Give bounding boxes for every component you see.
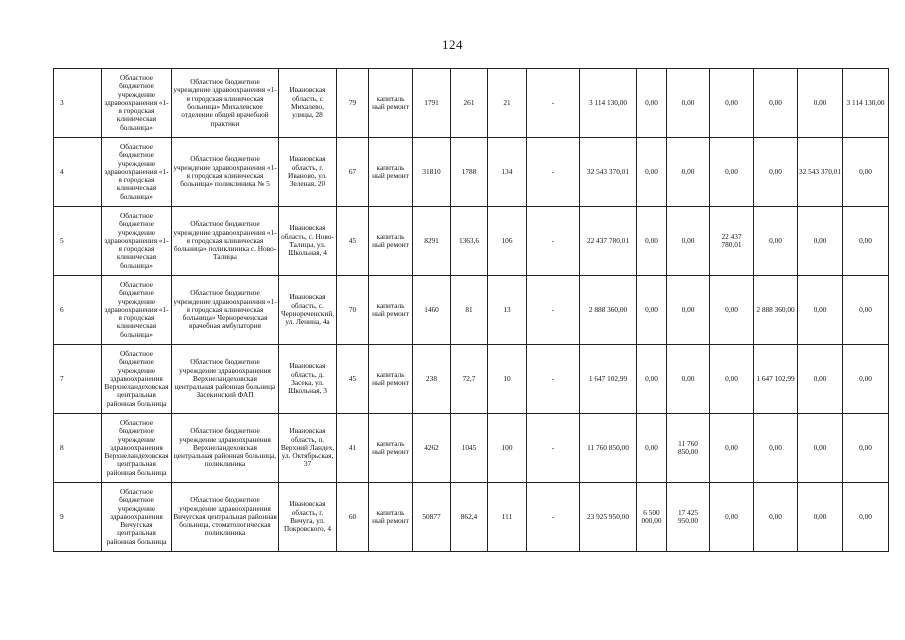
- facility-address: Ивановская область, п. Верхний Ландех, ул. Октябрьская, 37: [279, 414, 337, 483]
- year-amount-1: 6 500 000,00: [637, 483, 667, 552]
- count-value: 134: [488, 138, 527, 207]
- year-amount-3: 0,00: [710, 414, 754, 483]
- facility-name: Областное бюджетное учреждение здравоохранения Верхнеландеховская центральная районная больница Засекинский ФАП: [172, 345, 279, 414]
- row-number: 9: [54, 483, 102, 552]
- cost-per-unit: 1788: [451, 138, 488, 207]
- count-value: 100: [488, 414, 527, 483]
- total-cost: 23 925 950,00: [580, 483, 637, 552]
- row-number: 3: [54, 69, 102, 138]
- year-amount-1: 0,00: [637, 276, 667, 345]
- total-cost: 1 647 102,99: [580, 345, 637, 414]
- facility-name: Областное бюджетное учреждение здравоохранения «1-я городская клиническая больница» поликлиника № 5: [172, 138, 279, 207]
- facility-name: Областное бюджетное учреждение здравоохранения Вичугская центральная районная больница, стоматологическая поликлиника: [172, 483, 279, 552]
- row-number: 8: [54, 414, 102, 483]
- total-cost: 2 888 360,00: [580, 276, 637, 345]
- row-number: 7: [54, 345, 102, 414]
- total-cost: 32 543 370,01: [580, 138, 637, 207]
- facility-address: Ивановская область, с. Ново-Талицы, ул. Школьная, 4: [279, 207, 337, 276]
- year-amount-1: 0,00: [637, 69, 667, 138]
- wear-percent: 45: [337, 207, 369, 276]
- wear-percent: 60: [337, 483, 369, 552]
- facility-address: Ивановская область, с Михалево, улицы, 28: [279, 69, 337, 138]
- year-amount-4: 0,00: [754, 414, 798, 483]
- empty-dash: -: [527, 414, 580, 483]
- year-amount-1: 0,00: [637, 138, 667, 207]
- count-value: 106: [488, 207, 527, 276]
- count-value: 13: [488, 276, 527, 345]
- wear-percent: 45: [337, 345, 369, 414]
- year-amount-4: 1 647 102,99: [754, 345, 798, 414]
- total-cost: 22 437 780,01: [580, 207, 637, 276]
- year-amount-3: 0,00: [710, 138, 754, 207]
- wear-percent: 79: [337, 69, 369, 138]
- year-amount-2: 0,00: [667, 69, 710, 138]
- facility-name: Областное бюджетное учреждение здравоохранения «1-я городская клиническая больница» Чернореченская врачебная амбулатория: [172, 276, 279, 345]
- year-amount-5: 32 543 370,01: [798, 138, 843, 207]
- year-amount-6: 0,00: [843, 345, 889, 414]
- count-value: 111: [488, 483, 527, 552]
- year-amount-2: 0,00: [667, 138, 710, 207]
- area-value: 238: [413, 345, 451, 414]
- institution-name: Областное бюджетное учреждение здравоохранения Вичугская центральная районная больница: [102, 483, 172, 552]
- year-amount-6: 3 114 130,00: [843, 69, 889, 138]
- year-amount-3: 0,00: [710, 345, 754, 414]
- cost-per-unit: 72,7: [451, 345, 488, 414]
- table-row: [54, 207, 889, 276]
- total-cost: 11 760 850,00: [580, 414, 637, 483]
- table-body: [54, 69, 889, 552]
- year-amount-4: 2 888 360,00: [754, 276, 798, 345]
- empty-dash: -: [527, 276, 580, 345]
- area-value: 31810: [413, 138, 451, 207]
- year-amount-2: 11 760 850,00: [667, 414, 710, 483]
- page-number: 124: [442, 37, 463, 52]
- year-amount-4: 0,00: [754, 483, 798, 552]
- cost-per-unit: 261: [451, 69, 488, 138]
- year-amount-6: 0,00: [843, 414, 889, 483]
- institution-name: Областное бюджетное учреждение здравоохранения Верхнеландеховская центральная районная больница: [102, 345, 172, 414]
- year-amount-4: 0,00: [754, 207, 798, 276]
- year-amount-2: 17 425 950,00: [667, 483, 710, 552]
- facility-address: Ивановская область, с. Чернореченский, ул. Ленина, 4а: [279, 276, 337, 345]
- year-amount-6: 0,00: [843, 138, 889, 207]
- cost-per-unit: 81: [451, 276, 488, 345]
- year-amount-2: 0,00: [667, 276, 710, 345]
- cost-per-unit: 862,4: [451, 483, 488, 552]
- row-number: 6: [54, 276, 102, 345]
- cost-per-unit: 1045: [451, 414, 488, 483]
- year-amount-4: 0,00: [754, 69, 798, 138]
- area-value: 4262: [413, 414, 451, 483]
- facility-name: Областное бюджетное учреждение здравоохранения «1-я городская клиническая больница» поликлиника с. Ново-Талицы: [172, 207, 279, 276]
- cost-per-unit: 1363,6: [451, 207, 488, 276]
- work-type: капиталь ный ремонт: [369, 207, 413, 276]
- table-row: [54, 138, 889, 207]
- year-amount-3: 0,00: [710, 276, 754, 345]
- year-amount-6: 0,00: [843, 276, 889, 345]
- year-amount-5: 0,00: [798, 483, 843, 552]
- work-type: капиталь ный ремонт: [369, 483, 413, 552]
- table-row: [54, 345, 889, 414]
- year-amount-6: 0,00: [843, 483, 889, 552]
- empty-dash: -: [527, 69, 580, 138]
- area-value: 1460: [413, 276, 451, 345]
- facility-name: Областное бюджетное учреждение здравоохранения «1-я городская клиническая больница» Михалевское отделение общей врачебной практики: [172, 69, 279, 138]
- area-value: 8291: [413, 207, 451, 276]
- table-row: [54, 483, 889, 552]
- year-amount-5: 0,00: [798, 345, 843, 414]
- count-value: 21: [488, 69, 527, 138]
- wear-percent: 67: [337, 138, 369, 207]
- empty-dash: -: [527, 207, 580, 276]
- year-amount-3: 0,00: [710, 483, 754, 552]
- work-type: капиталь ный ремонт: [369, 138, 413, 207]
- year-amount-4: 0,00: [754, 138, 798, 207]
- area-value: 1791: [413, 69, 451, 138]
- institution-name: Областное бюджетное учреждение здравоохранения «1-я городская клиническая больница»: [102, 138, 172, 207]
- repair-plan-table: [53, 68, 889, 552]
- year-amount-5: 0,00: [798, 69, 843, 138]
- facility-name: Областное бюджетное учреждение здравоохранения Верхнеландеховская центральная районная больница, поликлиника: [172, 414, 279, 483]
- count-value: 10: [488, 345, 527, 414]
- year-amount-3: 22 437 780,01: [710, 207, 754, 276]
- year-amount-5: 0,00: [798, 207, 843, 276]
- year-amount-3: 0,00: [710, 69, 754, 138]
- work-type: капиталь ный ремонт: [369, 276, 413, 345]
- table-row: [54, 69, 889, 138]
- institution-name: Областное бюджетное учреждение здравоохранения «1-я городская клиническая больница»: [102, 69, 172, 138]
- table-row: [54, 414, 889, 483]
- year-amount-1: 0,00: [637, 207, 667, 276]
- work-type: капиталь ный ремонт: [369, 345, 413, 414]
- facility-address: Ивановская область, г. Вичуга, ул. Покровского, 4: [279, 483, 337, 552]
- institution-name: Областное бюджетное учреждение здравоохранения Верхнеландеховская центральная районная больница: [102, 414, 172, 483]
- total-cost: 3 114 130,00: [580, 69, 637, 138]
- row-number: 4: [54, 138, 102, 207]
- empty-dash: -: [527, 345, 580, 414]
- year-amount-2: 0,00: [667, 345, 710, 414]
- year-amount-6: 0,00: [843, 207, 889, 276]
- row-number: 5: [54, 207, 102, 276]
- empty-dash: -: [527, 138, 580, 207]
- work-type: капиталь ный ремонт: [369, 414, 413, 483]
- area-value: 50877: [413, 483, 451, 552]
- wear-percent: 41: [337, 414, 369, 483]
- year-amount-2: 0,00: [667, 207, 710, 276]
- year-amount-5: 0,00: [798, 414, 843, 483]
- table-row: [54, 276, 889, 345]
- institution-name: Областное бюджетное учреждение здравоохранения «1-я городская клиническая больница»: [102, 207, 172, 276]
- facility-address: Ивановская область, д. Засека, ул. Школьная, 3: [279, 345, 337, 414]
- institution-name: Областное бюджетное учреждение здравоохранения «1-я городская клиническая больница»: [102, 276, 172, 345]
- year-amount-1: 0,00: [637, 345, 667, 414]
- year-amount-1: 0,00: [637, 414, 667, 483]
- year-amount-5: 0,00: [798, 276, 843, 345]
- wear-percent: 70: [337, 276, 369, 345]
- empty-dash: -: [527, 483, 580, 552]
- facility-address: Ивановская область, г. Иваново, ул. Зеленая, 20: [279, 138, 337, 207]
- work-type: капиталь ный ремонт: [369, 69, 413, 138]
